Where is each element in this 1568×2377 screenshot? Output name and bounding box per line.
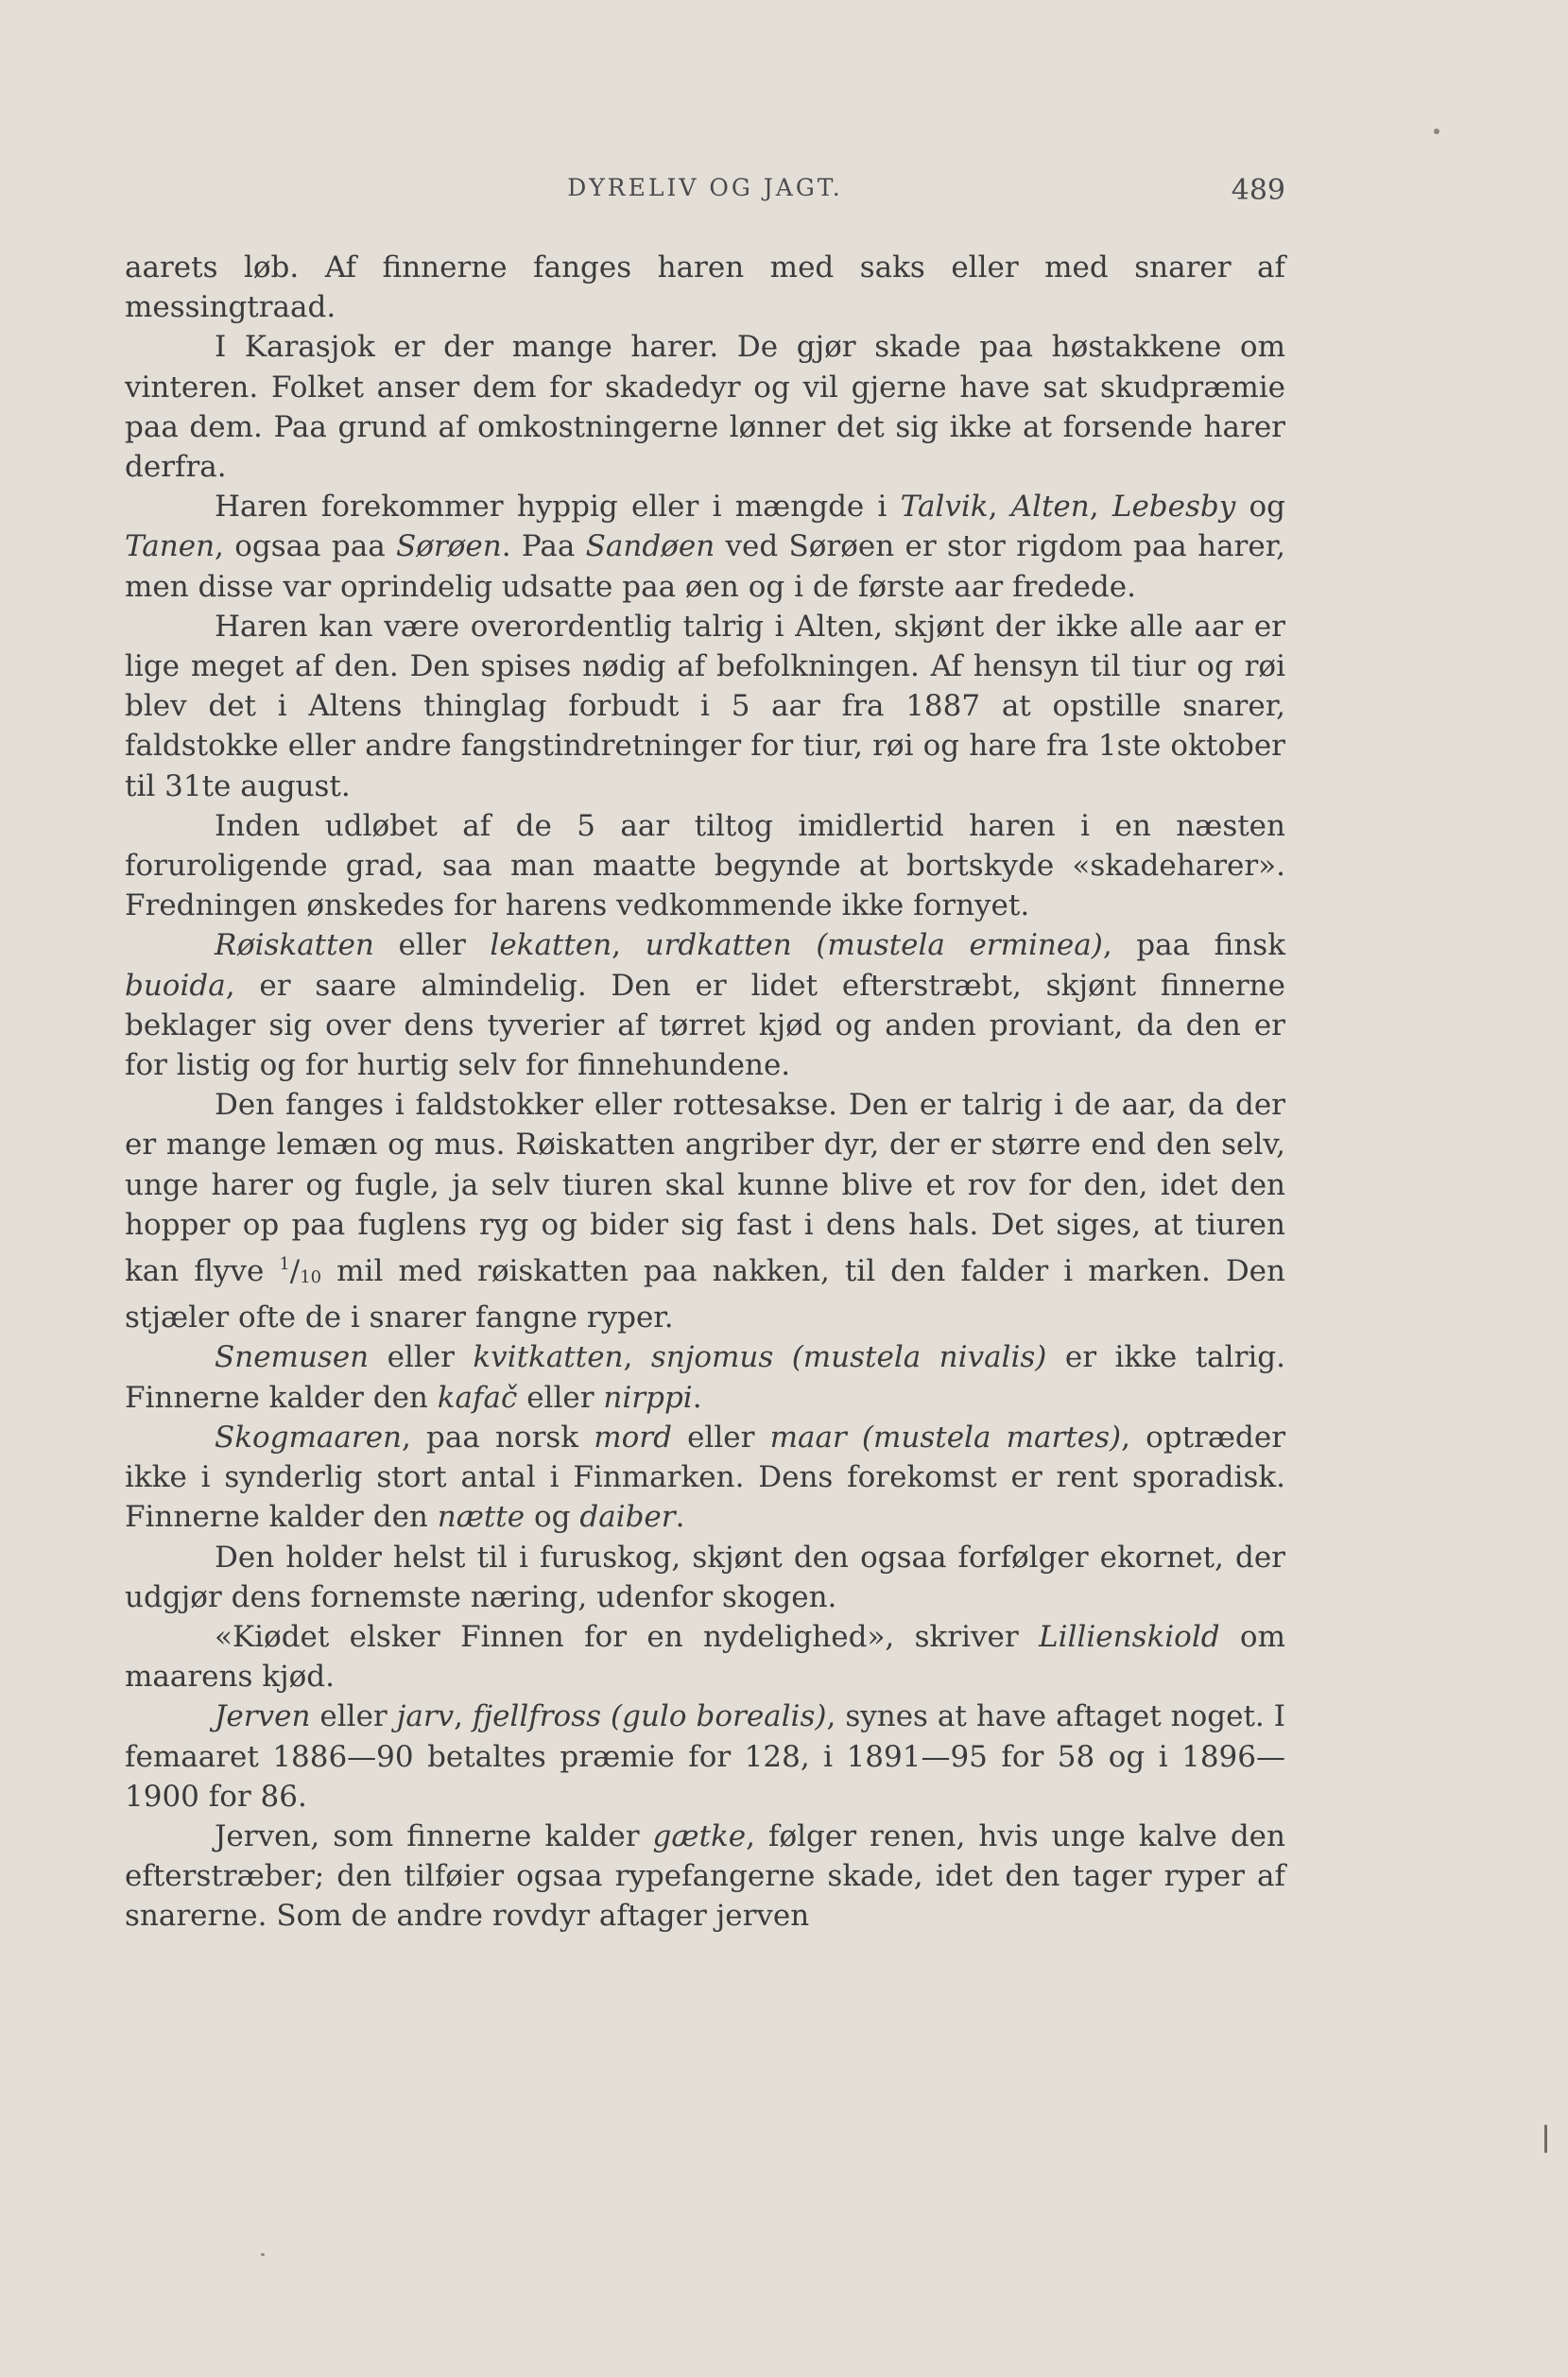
italic-term: lekatten (490, 928, 612, 963)
page-number: 489 (1231, 174, 1285, 207)
text-run: , (612, 928, 646, 963)
text-run: eller (373, 928, 491, 963)
text-run: eller (517, 1380, 604, 1415)
text-run: . (692, 1380, 702, 1415)
paragraph (125, 1337, 1285, 1417)
paragraph (125, 248, 1285, 327)
text-run: eller (310, 1699, 397, 1734)
text-run (601, 1699, 611, 1733)
text-run: , optræder ikke i synderlig stort antal i Finmarken. Dens forekomst er rent sporadisk. Finnerne kalder den (125, 1420, 1286, 1535)
italic-term: Skogmaaren (215, 1420, 403, 1455)
italic-term: kafač (437, 1380, 518, 1415)
edge-mark (1544, 2125, 1547, 2153)
text-run: «Kiødet elsker Finnen for en nydelighed», skriver (215, 1619, 1040, 1654)
italic-term: Talvik (900, 490, 989, 525)
text-run: Den fanges i faldstokker eller rottesakse. Den er talrig i de aar, da der er mange lemæn og mus. Røiskatten angriber dyr, der er større end den selv, unge harer og fugle, ja selv tiuren skal kunne blive et rov for den, idet den hopper op paa fuglens ryg og bider sig fast i dens hals. Det siges, at tiuren kan flyve (125, 1088, 1285, 1289)
text-run (773, 1340, 791, 1374)
italic-term: (mustela nivalis) (791, 1340, 1047, 1375)
italic-term: Jerven (215, 1699, 311, 1734)
italic-term: Lillienskiold (1039, 1619, 1220, 1654)
text-run: , følger renen, hvis unge kalve den efterstræber; den tilføier ogsaa rypefangerne skade, idet den tager ryper af snarerne. Som de andre rovdyr aftager jerven (125, 1818, 1285, 1934)
text-run: Inden udløbet af de 5 aar tiltog imidlertid haren i en næsten foruroligende grad, saa man maatte begynde at bortskyde «skadeharer». Fredningen ønskedes for harens vedkommende ikke fornyet. (125, 808, 1285, 923)
text-run: Haren kan være overordentlig talrig i Alten, skjønt der ikke alle aar er lige meget af den. Den spises nødig af befolkningen. Af hensyn til tiur og røi blev det i Altens thinglag forbudt i 5 aar fra 1887 at opstille snarer, faldstokke eller andre fangstindretninger for tiur, røi og hare fra 1ste oktober til 31te august. (125, 609, 1285, 803)
text-run: , synes at have aftaget noget. I femaaret 1886—90 betaltes præmie for 128, i 1891—95 for 58 og i 1896—1900 for 86. (125, 1699, 1285, 1814)
italic-term: mord (594, 1420, 672, 1455)
body-text (125, 248, 1285, 1937)
text-run: . Paa (501, 529, 586, 564)
text-run: om maarens kjød. (125, 1619, 1285, 1695)
italic-term: fjellfross (473, 1699, 602, 1734)
italic-term: (gulo borealis) (611, 1699, 827, 1734)
paragraph (125, 1817, 1285, 1937)
text-run: Den holder helst til i furuskog, skjønt den ogsaa forfølger ekornet, der udgjør dens fornemste næring, udenfor skogen. (125, 1540, 1285, 1614)
text-run: mil med røiskatten paa nakken, til den falder i marken. Den stjæler ofte de i snarer fangne ryper. (125, 1254, 1285, 1335)
text-run (847, 1421, 862, 1455)
italic-term: buoida (125, 968, 226, 1003)
paragraph (125, 925, 1285, 1085)
text-run: eller (671, 1420, 770, 1455)
italic-term: maar (769, 1420, 847, 1455)
italic-term: Sandøen (585, 529, 715, 564)
paragraph (125, 607, 1285, 806)
text-run: Jerven, som finnerne kalder (215, 1818, 653, 1853)
text-run: er ikke talrig. Finnerne kalder den (125, 1340, 1285, 1415)
text-run: aarets løb. Af finnerne fanges haren med saks eller med snarer af messingtraad. (125, 250, 1285, 325)
paragraph (125, 1538, 1285, 1617)
paragraph (125, 1418, 1285, 1538)
paper-speck (1434, 129, 1439, 134)
italic-term: Tanen (125, 529, 215, 564)
italic-term: kvitkatten (473, 1340, 624, 1375)
italic-term: Alten (1010, 490, 1090, 525)
italic-term: Røiskatten (215, 928, 374, 963)
text-run: og (1235, 490, 1285, 525)
text-run: , er saare almindelig. Den er lidet efterstræbt, skjønt finnerne beklager sig over dens tyverier af tørret kjød og anden proviant, da den er for listig og for hurtig selv for finnehundene. (125, 968, 1285, 1083)
italic-term: daiber (579, 1500, 676, 1535)
text-run: eller (369, 1340, 474, 1375)
text-run: , ogsaa paa (215, 529, 397, 564)
text-run: I Karasjok er der mange harer. De gjør skade paa høstakkene om vinteren. Folket anser dem for skadedyr og vil gjerne have sat skudpræmie paa dem. Paa grund af omkostningerne lønner det sig ikke at forsende harer derfra. (125, 330, 1285, 485)
paragraph (125, 1085, 1285, 1337)
text-run: , paa finsk (1102, 928, 1285, 963)
text-run: . (675, 1500, 685, 1535)
text-run: Haren forekommer hyppig eller i mængde i (215, 490, 901, 525)
text-run: ved Sørøen er stor rigdom paa harer, men disse var oprindelig udsatte paa øen og i de første aar fredede. (125, 529, 1285, 604)
italic-term: gætke (652, 1818, 747, 1853)
text-run: , (1089, 490, 1112, 525)
italic-term: Snemusen (215, 1340, 370, 1375)
italic-term: jarv (396, 1699, 455, 1734)
paragraph (125, 327, 1285, 487)
italic-term: nirppi (603, 1380, 693, 1415)
page-header (125, 174, 1285, 212)
italic-term: (mustela martes) (861, 1420, 1122, 1455)
paragraph (125, 1697, 1285, 1817)
paragraph (125, 806, 1285, 926)
italic-term: Lebesby (1111, 490, 1236, 525)
italic-term: (mustela erminea) (816, 928, 1103, 963)
paragraph (125, 487, 1285, 607)
italic-term: nætte (437, 1500, 526, 1535)
italic-term: snjomus (650, 1340, 774, 1375)
text-run: , paa norsk (402, 1420, 594, 1455)
paragraph (125, 1617, 1285, 1697)
italic-term: urdkatten (645, 928, 792, 963)
text-run: , (623, 1340, 651, 1375)
text-run (792, 928, 817, 962)
running-title: DYRELIV OG JAGT. (567, 174, 843, 201)
fraction: $^1/_{10}$ (279, 1254, 322, 1289)
text-run: , (454, 1699, 473, 1734)
italic-term: Sørøen (396, 529, 502, 564)
paper-speck (261, 2253, 265, 2256)
text-run: og (525, 1500, 580, 1535)
text-run: , (988, 490, 1011, 525)
